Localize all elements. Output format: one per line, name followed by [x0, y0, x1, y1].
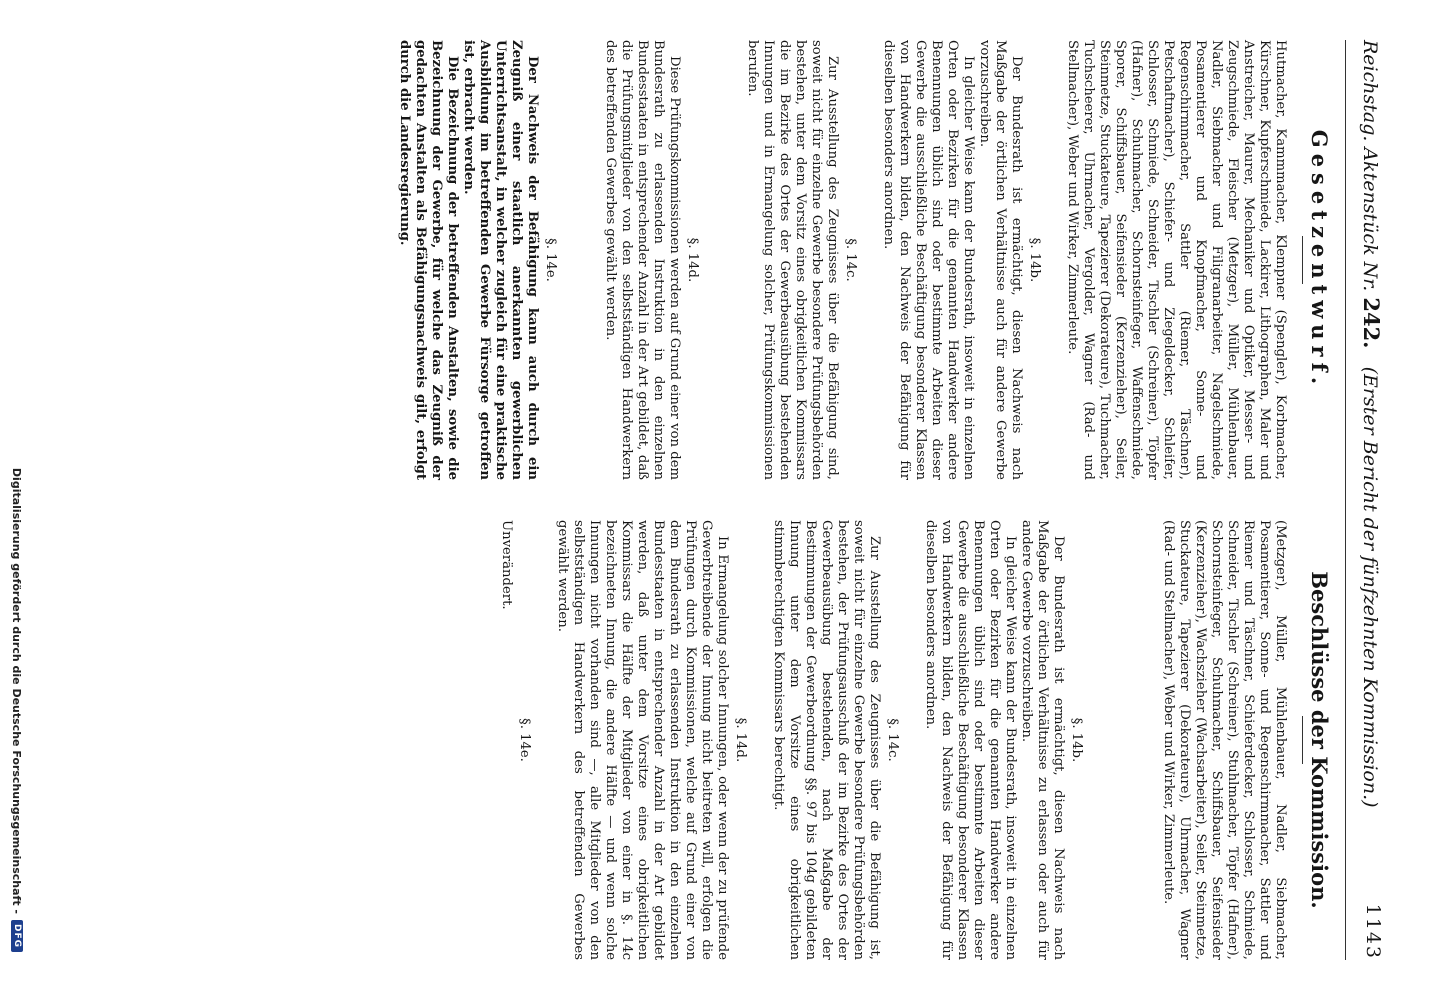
title-rule	[1302, 236, 1303, 284]
section-heading-14b: §. 14b.	[1027, 237, 1042, 283]
doc-number: 242.	[1359, 297, 1384, 349]
section-heading-14c: §. 14c.	[885, 718, 900, 762]
paragraph: Zur Ausstellung des Zeugnisses über die Befähigung ist, soweit nicht für einzelne Gewerbe besondere Prüfungsbehörden bestehen, der Prüfungsausschuß der im Bezirke des Ortes der Gewerbeausübung bestehenden, nach Maßgabe der Bestimmungen der Gewerbeordnung §§. 97 bis 104g gebildeten Innung unter dem Vorsitze eines obrigkeitlichen stimmberechtigten Kommissars berechtigt.	[771, 520, 882, 960]
column-beschluesse	[498, 520, 1334, 960]
column-gesetzentwurf	[396, 40, 1334, 480]
paragraph: Zur Ausstellung des Zeugnisses über die Befähigung sind, soweit nicht für einzelne Gewerbe besondere Prüfungsbehörden bestehen, unter dem Vorsitz eines obrigkeitlichen Kommissars die im Bezirke des Ortes der Gewerbeausübung bestehenden Innungen und in Ermangelung solcher, Prüfungskommissionen berufen.	[745, 40, 840, 480]
header-subtitle: (Erster Bericht der fünfzehnten Kommission.)	[1359, 366, 1381, 808]
paragraph: Der Bundesrath ist ermächtigt, diesen Nachweis nach Maßgabe der örtlichen Verhältnisse auch für andere Gewerbe vorzuschreiben.	[977, 40, 1024, 480]
section-heading-14d: §. 14d.	[685, 237, 700, 283]
digitization-credit	[6, 52, 28, 952]
header-left	[1359, 40, 1384, 808]
paragraph: Der Nachweis der Befähigung kann auch durch ein Zeugniß einer staatlich anerkannten gewerblichen Unterrichtsanstalt, in welcher zugleich für eine praktische Ausbildung im betreffenden Gewerbe Fürsorge getroffen ist, erbracht werden.	[461, 40, 540, 480]
column-title: Beschlüsse der Kommission.	[1307, 571, 1332, 909]
column-title: Gesetzentwurf.	[1307, 129, 1332, 391]
trades-list: (Metzger), Müller, Mühlenbauer, Nadler, Siebmacher, Posamentierer, Sonne- und Regenschirmmacher, Sattler und Riemer und Täschner, Schieferdecker, Schlosser, Schmiede, Schneider, Tischler (Schreiner), Stuhlmacher, Töpfer (Hafner), Schornsteinfeger, Schuhmacher, Schiffsbauer, Seifensieder (Kerzenzieher), Wachszieher (Wachsarbeiter), Seiler, Steinmetze, Stuckateure, Tapezierer (Dekorateure), Uhrmacher, Wagner (Rad- und Stellmacher), Weber und Wirker, Zimmerleute.	[1161, 520, 1288, 960]
section-heading-14c: §. 14c.	[843, 238, 858, 282]
digitization-text: Digitalisierung gefördert durch die Deutsche Forschungsgemeinschaft -	[10, 467, 24, 914]
dfg-logo: DFG	[11, 920, 23, 952]
header-left-text: Reichstag. Aktenstück Nr.	[1359, 40, 1381, 292]
section-heading-14e: §. 14e.	[517, 718, 532, 762]
paragraph: In gleicher Weise kann der Bundesrath, insoweit in einzelnen Orten oder Bezirken für die genannten Handwerker andere Benennungen üblich sind oder bestimmte Arbeiten dieser Gewerbe die ausschließliche Beschäftigung besonderer Klassen von Handwerkern bilden, den Nachweis der Befähigung für dieselben besonders anordnen.	[923, 520, 1018, 960]
paragraph: Die Bezeichnung der betreffenden Anstalten, sowie die Bezeichnung der Gewerbe, für welche das Zeugniß der gedachten Anstalten als Befähigungsnachweis gilt, erfolgt durch die Landesregierung.	[397, 40, 460, 480]
paragraph: In Ermangelung solcher Innungen, oder wenn der zu prüfende Gewerbtreibende der Innung nicht beitreten will, erfolgen die Prüfungen durch Kommissionen, welche auf Grund einer von dem Bundesrath zu erlassenden Instruktion in den einzelnen Bundesstaaten in entsprechender Anzahl in der Art gebildet werden, daß unter dem Vorsitze eines obrigkeitlichen Kommissars die Hälfte der Mitglieder von einer in §. 14c bezeichneten Innung, die andere Hälfte — und wenn solche Innungen nicht vorhanden sind —, alle Mitglieder von den selbstständigen Handwerkern des betreffenden Gewerbes gewählt werden.	[555, 520, 730, 960]
section-heading-14e: §. 14e.	[543, 238, 558, 282]
header-rule	[1345, 40, 1346, 960]
page-header	[1352, 40, 1392, 960]
page-number: 1143	[1362, 903, 1384, 960]
paragraph: Unverändert.	[499, 520, 514, 610]
paragraph: Diese Prüfungskommissionen werden auf Grund einer von dem Bundesrath zu erlassenden Instruktion in den einzelnen Bundesstaaten in entsprechender Anzahl in der Art gebildet, daß die Prüfungsmitglieder von den selbstständigen Handwerkern des betreffenden Gewerbes gewählt werden.	[603, 40, 682, 480]
trades-list: Hutmacher, Kammmacher, Klempner (Spengler), Korbmacher, Kürschner, Kupferschmiede, Lackirer, Lithographen, Maler und Anstreicher, Maurer, Mechaniker und Optiker, Messer- und Zeugschmiede, Fleischer (Metzger), Müller, Mühlenbauer, Nadler, Siebmacher und Filigranarbeiter, Nagelschmiede, Posamentierer und Knopfmacher, Sonne- und Regenschirmmacher, Sattler (Riemer, Täschner), Petschaftmacher), Schiefer- und Ziegeldecker, Schleifer, Schlosser, Schmiede, Schneider, Tischler (Schreiner), Töpfer (Hafner), Schuhmacher, Schornsteinfeger, Waffenschmiede, Sporer, Schiffsbauer, Seifensieder (Kerzenzieher), Seiler, Steinmetze, Stuckateure, Tapezierer (Dekorateure), Tuchmacher, Tuchscheerer, Uhrmacher, Vergolder, Wagner (Rad- und Stellmacher), Weber und Wirker, Zimmerleute.	[1065, 40, 1288, 480]
paragraph: In gleicher Weise kann der Bundesrath, insoweit in einzelnen Orten oder Bezirken für die genannten Handwerker andere Benennungen üblich sind oder bestimmte Arbeiten dieser Gewerbe die ausschließliche Beschäftigung besonderer Klassen von Handwerkern bilden, den Nachweis der Befähigung für dieselben besonders anordnen.	[881, 40, 976, 480]
section-heading-14d: §. 14d.	[733, 717, 748, 763]
title-rule	[1302, 716, 1303, 764]
paragraph: Der Bundesrath ist ermächtigt, diesen Nachweis nach Maßgabe der örtlichen Verhältnisse zu erlassen oder auch für andere Gewerbe vorzuschreiben.	[1019, 520, 1066, 960]
section-heading-14b: §. 14b.	[1069, 717, 1084, 763]
